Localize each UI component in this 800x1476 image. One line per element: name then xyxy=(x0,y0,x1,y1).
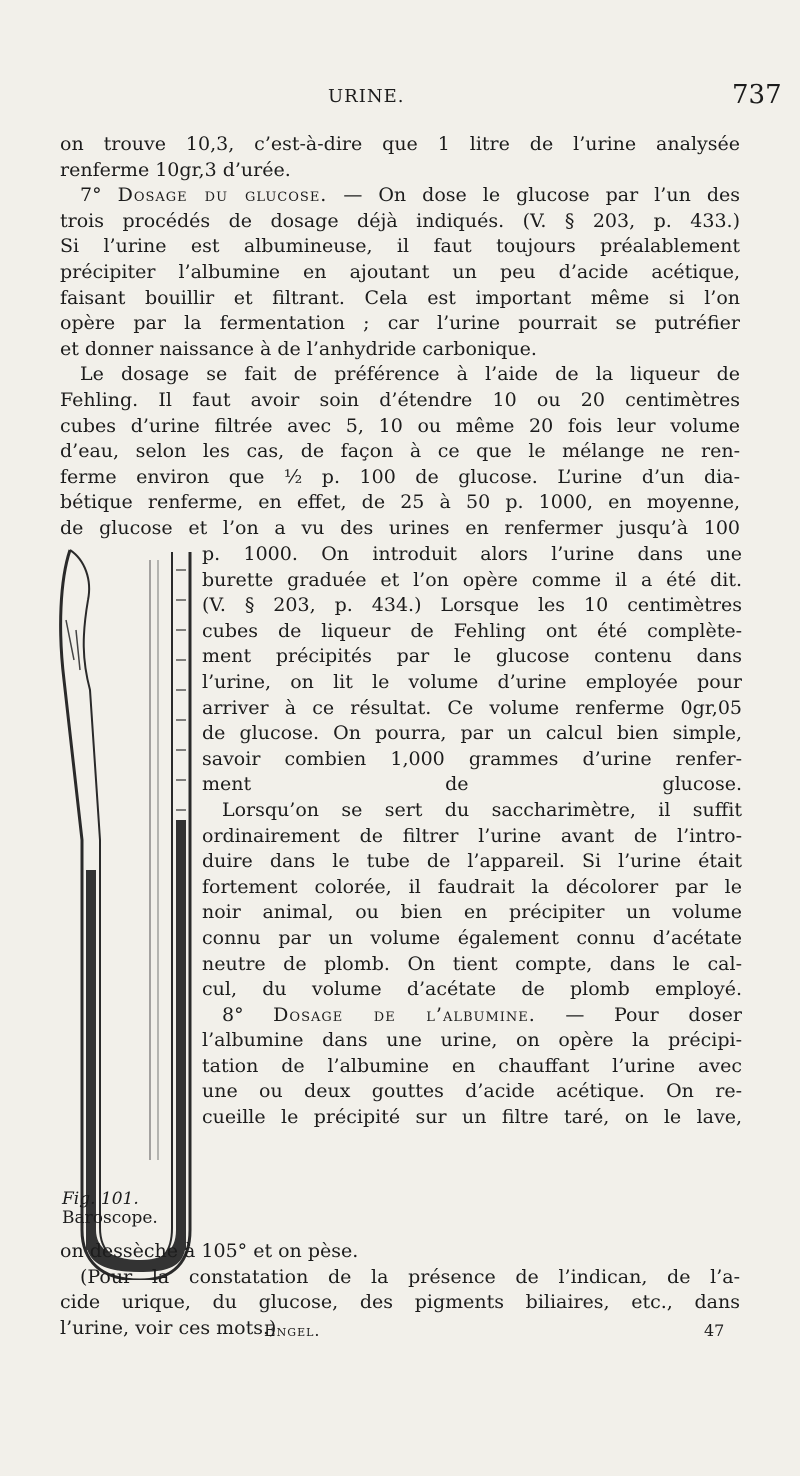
text-line: fortement colorée, il faudrait la décolorer par le xyxy=(202,875,742,898)
text-line: noir animal, ou bien en précipiter un volume xyxy=(202,901,742,924)
text-line: p. 1000. On introduit alors l’urine dans une xyxy=(202,543,742,565)
section-8-title: Dosage de l’albumine. xyxy=(273,1003,536,1026)
figure-caption xyxy=(62,1190,202,1228)
text-line: l’albumine dans une urine, on opère la précipi- xyxy=(202,1029,742,1052)
text-line: cide urique, du glucose, des pigments biliaires, etc., dans xyxy=(60,1291,740,1314)
running-head: URINE. xyxy=(328,86,405,107)
text-line: l’urine, voir ces mots.) xyxy=(60,1316,277,1339)
baroscope-illustration xyxy=(30,540,200,1280)
text-line: faisant bouillir et filtrant. Cela est important même si l’on xyxy=(60,286,740,309)
text-line: cubes d’urine filtrée avec 5, 10 ou même 20 fois leur volume xyxy=(60,414,740,437)
text-line: ment précipités par le glucose contenu dans xyxy=(202,645,742,668)
text-line: (Pour la constatation de la présence de l’indican, de l’a- xyxy=(80,1265,740,1288)
body-text-top xyxy=(60,132,740,542)
text-line: l’urine, on lit le volume d’urine employée pour xyxy=(202,670,742,693)
text-line: neutre de plomb. On tient compte, dans le cal- xyxy=(202,952,742,975)
text-line: précipiter l’albumine en ajoutant un peu d’acide acétique, xyxy=(60,260,740,283)
text-line: on trouve 10,3, c’est-à-dire que 1 litre de l’urine analysée xyxy=(60,133,740,155)
text-line: Lorsqu’on se sert du saccharimètre, il suffit xyxy=(222,798,742,821)
text-line: burette graduée et l’on opère comme il a été dit. xyxy=(202,568,742,591)
text-line: opère par la fermentation ; car l’urine pourrait se putréfier xyxy=(60,312,740,335)
text-line: de glucose et l’on a vu des urines en renfermer jusqu’à 100 xyxy=(60,516,740,539)
body-text-bottom xyxy=(60,1239,740,1341)
baroscope-figure xyxy=(30,540,200,1280)
text-line: arriver à ce résultat. Ce volume renferme 0gr,05 xyxy=(202,696,742,719)
text-line: Fehling. Il faut avoir soin d’étendre 10 ou 20 centimètres xyxy=(60,388,740,411)
sheet-number: 47 xyxy=(704,1321,725,1340)
text-line: renferme 10gr,3 d’urée. xyxy=(60,158,291,181)
text-line: tation de l’albumine en chauffant l’urine avec xyxy=(202,1054,742,1077)
figure-label: Fig. 101. xyxy=(62,1189,139,1209)
text-line: Le dosage se fait de préférence à l’aide de la liqueur de xyxy=(80,363,740,386)
text-line: cueille le précipité sur un filtre taré, on le lave, xyxy=(202,1106,742,1129)
text-line: ferme environ que ½ p. 100 de glucose. L’urine d’un dia- xyxy=(60,465,740,488)
text-line: cul, du volume d’acétate de plomb employé. xyxy=(202,978,742,1001)
text-line: cubes de liqueur de Fehling ont été complète- xyxy=(202,619,742,642)
text-beside-figure xyxy=(202,542,742,1131)
text-line: ment de glucose. xyxy=(202,773,742,796)
section-7-title: Dosage du glucose. xyxy=(117,184,328,207)
text-line: (V. § 203, p. 434.) Lorsque les 10 centimètres xyxy=(202,594,742,617)
text-line: bétique renferme, en effet, de 25 à 50 p. 1000, en moyenne, xyxy=(60,491,740,514)
text-line: de glucose. On pourra, par un calcul bien simple, xyxy=(202,722,742,745)
text-line: trois procédés de dosage déjà indiqués. (V. § 203, p. 433.) xyxy=(60,209,740,232)
text-line: ordinairement de filtrer l’urine avant de l’intro- xyxy=(202,824,742,847)
text-line: savoir combien 1,000 grammes d’urine renfer- xyxy=(202,747,742,770)
section-7-heading-line: 7° Dosage du glucose. — On dose le glucose par l’un des xyxy=(80,184,740,207)
text-line: Si l’urine est albumineuse, il faut toujours préalablement xyxy=(60,235,740,258)
text-line: d’eau, selon les cas, de façon à ce que le mélange ne ren- xyxy=(60,440,740,463)
text-line: duire dans le tube de l’appareil. Si l’urine était xyxy=(202,850,742,873)
figure-title: Baroscope. xyxy=(62,1208,158,1228)
text-line: et donner naissance à de l’anhydride carbonique. xyxy=(60,337,537,360)
page-number: 737 xyxy=(732,80,782,110)
page-header xyxy=(0,80,800,116)
printer-signature: Engel. xyxy=(264,1321,321,1340)
text-line: on dessèche à 105° et on pèse. xyxy=(60,1240,359,1262)
text-line: connu par un volume également connu d’acétate xyxy=(202,926,742,949)
text-line: une ou deux gouttes d’acide acétique. On re- xyxy=(202,1080,742,1103)
section-8-heading-line: 8° Dosage de l’albumine. — Pour doser xyxy=(222,1003,742,1026)
